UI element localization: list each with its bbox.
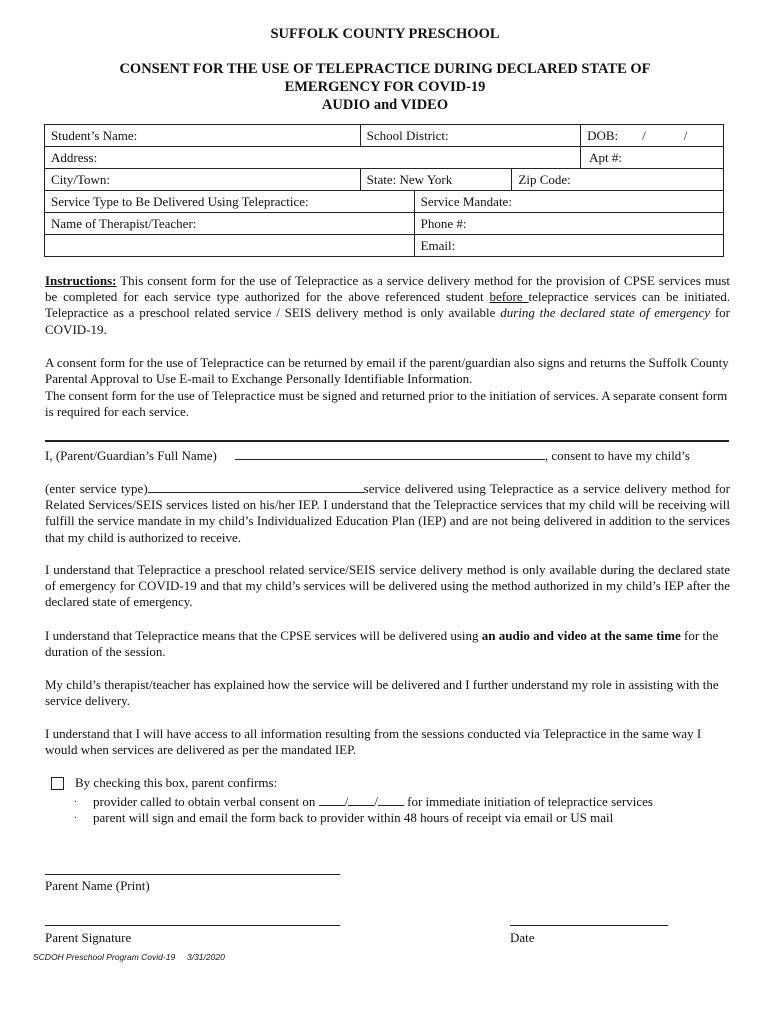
city-field[interactable]: City/Town: [45,169,361,191]
cpse-paragraph: I understand that Telepractice means that the CPSE services will be delivered using an audio and video at the same time for the duration of the session. [45,628,719,660]
consent-month-input[interactable] [319,805,345,806]
student-name-field[interactable]: Student’s Name: [45,125,361,147]
date-label: Date [510,930,535,945]
dob-field[interactable]: DOB: / / [581,125,724,147]
school-district-field[interactable]: School District: [360,125,580,147]
date-line[interactable] [510,925,668,926]
therapist-name-field[interactable]: Name of Therapist/Teacher: [45,213,415,235]
service-type-paragraph: (enter service type) service delivered using Telepractice as a service delivery method for Related Services/SEIS services listed on his/her IEP. I understand that the Telepractice services that my child will be receiving will fulfill the service mandate in my child’s Individualized Education Plan (IEP) and are not being delivered in addition to the services that my child is authorized to receive. [45,481,730,545]
parent-signature-label: Parent Signature [45,930,132,945]
bullet-dot-2: · [74,813,78,824]
form-title-line2: EMERGENCY FOR COVID-19 [284,79,486,95]
address-field[interactable]: Address: [45,147,581,169]
therapist-name-value[interactable] [45,235,415,257]
parent-confirm-checkbox[interactable] [51,777,64,790]
section-divider [45,440,729,442]
parent-name-label: Parent Name (Print) [45,878,150,893]
org-title: SUFFOLK COUNTY PRESCHOOL [270,26,500,42]
bullet-sign-email: parent will sign and email the form back to provider within 48 hours of receipt via email or US mail [93,810,614,825]
email-field[interactable]: Email: [414,235,723,257]
consent-day-input[interactable] [348,805,374,806]
phone-field[interactable]: Phone #: [414,213,723,235]
state-field: State: New York [360,169,512,191]
form-title-line3: AUDIO and VIDEO [321,97,449,113]
parent-signature-line[interactable] [45,925,340,926]
bullet-verbal-consent: provider called to obtain verbal consent on / / for immediate initiation of telepractice services [93,794,653,809]
service-type-input[interactable] [148,492,364,493]
student-info-table [44,124,724,257]
footer-text: SCDOH Preschool Program Covid-19 3/31/2020 [33,952,225,962]
consent-year-input[interactable] [378,805,404,806]
instructions-paragraph: Instructions: This consent form for the use of Telepractice as a service delivery method for the provision of CPSE services must be completed for each service type authorized for the above referenced student before telepractice services can be initiated. Telepractice as a preschool related service / SEIS delivery method is only available during the declared state of emergency for COVID-19. [45,273,730,337]
form-title-line1: CONSENT FOR THE USE OF TELEPRACTICE DURING DECLARED STATE OF [119,61,651,77]
service-type-field[interactable]: Service Type to Be Delivered Using Telepractice: [45,191,415,213]
role-paragraph: My child’s therapist/teacher has explained how the service will be delivered and I further understand my role in assisting with the service delivery. [45,677,719,709]
emergency-paragraph: I understand that Telepractice a preschool related service/SEIS service delivery method is only available during the declared state of emergency for COVID-19 and that my child’s services will be delivered using the method authorized in my child’s IEP after the declared state of emergency. [45,562,730,610]
parent-consent-line: I, (Parent/Guardian’s Full Name) , consent to have my child’s [45,448,690,463]
parent-name-line[interactable] [45,874,340,875]
return-prior-paragraph: The consent form for the use of Telepractice must be signed and returned prior to the initiation of services. A separate consent form is required for each service. [45,388,728,420]
zip-field[interactable]: Zip Code: [512,169,724,191]
email-consent-paragraph: A consent form for the use of Telepractice can be returned by email if the parent/guardian also signs and returns the Suffolk County Parental Approval to Use E-mail to Exchange Personally Identifiable Information. [45,355,729,387]
checkbox-label: By checking this box, parent confirms: [75,775,278,790]
service-mandate-field[interactable]: Service Mandate: [414,191,723,213]
apt-field[interactable]: Apt #: [581,147,724,169]
bullet-dot-1: · [74,797,78,808]
parent-full-name-input[interactable] [235,459,545,460]
access-paragraph: I understand that I will have access to all information resulting from the sessions conducted via Telepractice in the same way I would when services are delivered as per the mandated IEP. [45,726,702,758]
